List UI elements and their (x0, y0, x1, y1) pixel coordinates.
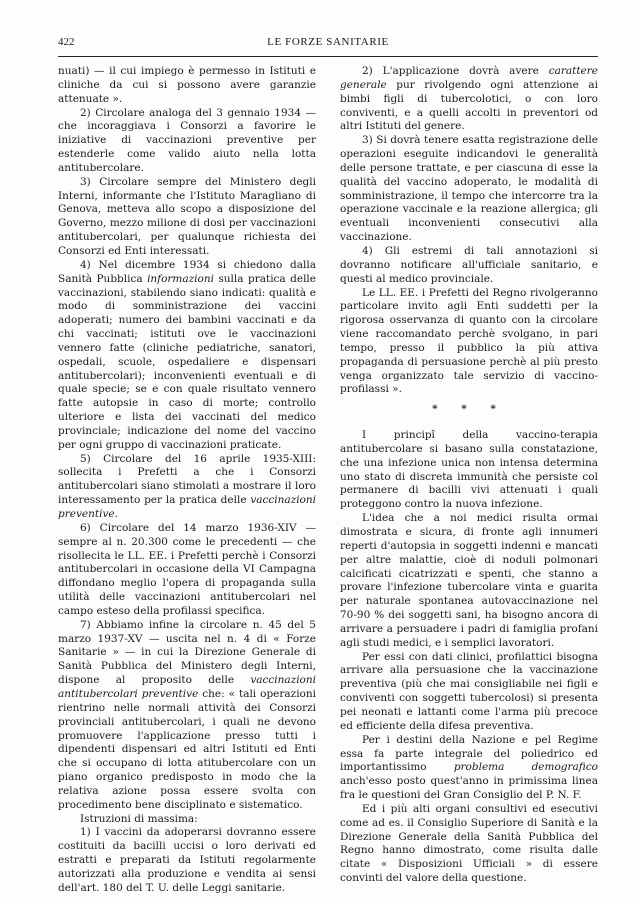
paragraph: 1) I vaccini da adoperarsi dovranno essere costituiti da bacilli uccisi o loro derivati ed estratti e preparati da Istituti regolarmente autorizzati alla produzione e vendita ai sensi dell'art. 180 del T. U. delle Leggi sanitarie. (58, 826, 316, 894)
paragraph: L'idea che a noi medici risulta ormai dimostrata e sicura, di fronte agli innumeri reperti d'autopsia in soggetti indenni e mancati per altre malattie, cioè di noduli polmonari calcificati cicatrizzati e spenti, che stanno a provare l'infezione tubercolare vinta e guarita per naturale spontanea autovaccinazione nel 70-90 % dei soggetti sani, ha bisogno ancora di arrivare a persuadere i padri di famiglia profani agli studi medici, e i semplici lavoratori. (340, 512, 598, 649)
header-rule (58, 56, 598, 57)
paragraph: 3) Circolare sempre del Ministero degli Interni, informante che l'Istituto Maragliano di Genova, metteva allo scopo a disposizione del Governo, mezzo milione di dosi per vaccinazioni antitubercolari, per qualunque richiesta dei Consorzi ed Enti interessati. (58, 175, 316, 257)
paragraph: 2) Circolare analoga del 3 gennaio 1934 — che incoraggiava i Consorzi a favorire le iniziative di vaccinazioni preventive per estenderle come valido aiuto nella lotta antitubercolare. (58, 106, 316, 174)
running-title: LE FORZE SANITARIE (267, 36, 389, 48)
paragraph: 4) Nel dicembre 1934 si chiedono dalla Sanità Pubblica informazioni sulla pratica delle vaccinazioni, stabilendo siano indicati: qualità e modo di somministrazione dei vaccini adoperati; numero dei bambini vaccinati e da chi vaccinati; istituti ove le vaccinazioni vennero fatte (cliniche pediatriche, sanatori, ospedali, scuole, ospedaliere e dispensari antitubercolari); inconvenienti eventuali e di quale specie; se e con quale risultato vennero fatte autopsie in caso di morte; controllo ulteriore e lista dei vaccinati del medico provinciale; indicazione del nome del vaccino per ogni gruppo di vaccinazioni praticate. (58, 258, 316, 451)
paragraph: I principî della vaccino-terapia antitubercolare si basano sulla constatazione, che una infezione unica non intensa determina uno stato di discreta immunità che persiste col permanere di bacilli vivi attenuati i quali proteggono contro la nuova infezione. (340, 429, 598, 511)
page-header (58, 36, 598, 52)
paragraph: 3) Si dovrà tenere esatta registrazione delle operazioni eseguite indicandovi le generalità delle persone trattate, e per ciascuna di esse la qualità del vaccino adoperato, le modalità di somministrazione, il tempo che intercorre tra la operazione vaccinale e la reazione allergica; gli eventuali inconvenienti consecutivi alla vaccinazione. (340, 134, 598, 244)
paragraph: 2) L'applicazione dovrà avere carattere generale pur rivolgendo ogni attenzione ai bimbi figli di tubercolotici, o con loro conviventi, e a quelli accolti in preventori od altri Istituti del genere. (340, 65, 598, 133)
paragraph: Le LL. EE. i Prefetti del Regno rivolgeranno particolare invito agli Enti suddetti per la rigorosa osservanza di quanto con la circolare viene raccomandato perchè svolgano, in pari tempo, presso il pubblico la più attiva propaganda di persuasione perchè al più presto venga organizzato tale servizio di vaccino-profilassi ». (340, 286, 598, 396)
section-separator: * * * (432, 403, 506, 416)
paragraph: 5) Circolare del 16 aprile 1935-XIII: sollecita i Prefetti a che i Consorzi antitubercolari siano stimolati a mostrare il loro interessamento per la pratica delle vaccinazioni preventive. (58, 452, 316, 520)
right-column (340, 65, 598, 886)
paragraph: Ed i più alti organi consultivi ed esecutivi come ad es. il Consiglio Superiore di Sanità e la Direzione Generale della Sanità Pubblica del Regno hanno dimostrato, come risulta dalle citate « Disposizioni Ufficiali » di essere convinti del valore della questione. (340, 802, 598, 885)
paragraph: 4) Gli estremi di tali annotazioni si dovranno notificare all'ufficiale sanitario, e questi al medico provinciale. (340, 244, 598, 285)
paragraph: nuati) — il cui impiego è permesso in Istituti e cliniche da cui si possono avere garanzie attenuate ». (58, 65, 316, 105)
paragraph: Istruzioni di massima: (80, 812, 198, 825)
paragraph: 6) Circolare del 14 marzo 1936-XIV — sempre al n. 20.300 come le precedenti — che risollecita le LL. EE. i Prefetti perchè i Consorzi antitubercolari in occasione della VI Campagna diffondano meglio l'opera di propaganda sulla utilità delle vaccinazioni antitubercolari nel campo esteso della profilassi specifica. (58, 521, 316, 617)
paragraph: 7) Abbiamo infine la circolare n. 45 del 5 marzo 1937-XV — uscita nel n. 4 di « Forze Sanitarie » — in cui la Direzione Generale di Sanità Pubblica del Ministero degli Interni, dispone al proposito delle vaccinazioni antitubercolari preventive che: « tali operazioni rientrino nelle normali attività dei Consorzi provinciali antitubercolari, i quali ne devono promuovere l'applicazione presso tutti i dipendenti dispensari ed altri Istituti ed Enti che si occupano di lotta atitubercolare con un piano organico predisposto in modo che la relativa azione possa essere svolta con procedimento bene disciplinato e sistematico. (58, 618, 316, 811)
page-number: 422 (58, 36, 75, 48)
paragraph: Per essi con dati clinici, profilattici bisogna arrivare alla persuasione che la vaccinazione preventiva (più che mai consigliabile nei figli e conviventi con soggetti tubercolosi) si presenta pei neonati e lattanti come l'arma più precoce ed efficiente della difesa preventiva. (340, 650, 598, 732)
paragraph: Per i destini della Nazione e pel Regime essa fa parte integrale del poliedrico ed importantissimo problema demografico anch'esso posto quest'anno in primissima linea fra le questioni del Gran Consiglio del P. N. F. (340, 733, 598, 802)
left-column (58, 65, 316, 896)
